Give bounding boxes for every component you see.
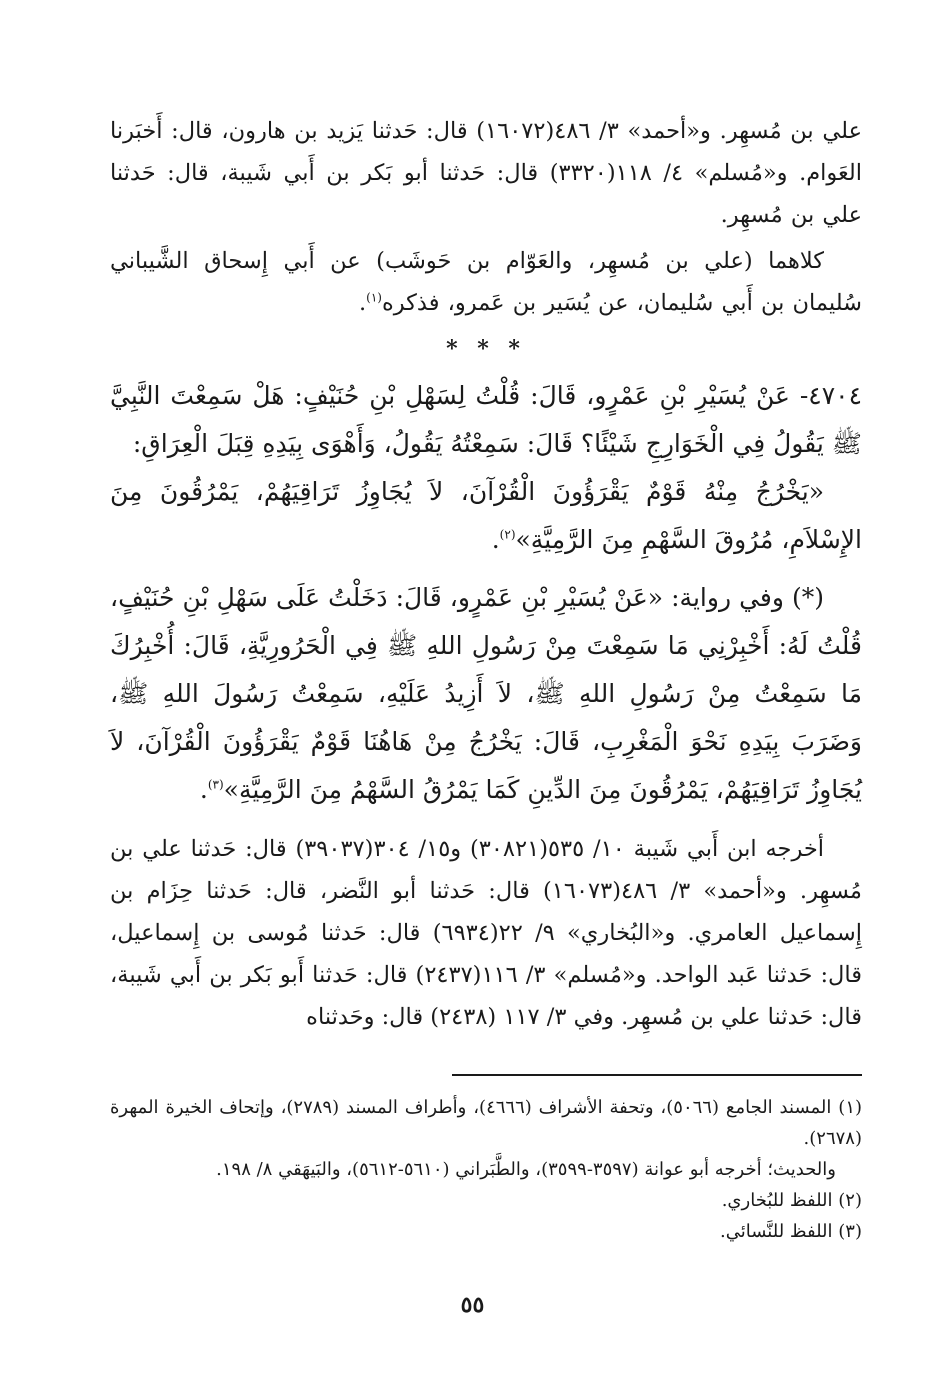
takhrij-paragraph: أخرجه ابن أَبي شَيبة ١٠/ ٥٣٥(٣٠٨٢١) و١٥/ ٣٠٤(٣٩٠٣٧) قال: حَدثنا علي بن مُسهِر. و«أحمد» ٣/ ٤٨٦(١٦٠٧٣) قال: حَدثنا أبو النَّضر، قال: حَدثنا حِزَام بن إِسماعيل العامري. و«البُخاري» ٩/ ٢٢(٦٩٣٤) قال: حَدثنا مُوسى بن إِسماعيل، قال: حَدثنا عَبد الواحد. و«مُسلم» ٣/ ١١٦(٢٤٣٧) قال: حَدثنا أَبو بَكر بن أَبي شَيبة، قال: حَدثنا علي بن مُسهِر. وفي ٣/ ١١٧ (٢٤٣٨) قال: وحَدثناه	[110, 836, 863, 1030]
hadith-quote	[110, 468, 862, 564]
footnote-3: (٣) اللفظ للنَّسائي.	[720, 1221, 862, 1242]
footnote-2: (٢) اللفظ للبُخاري.	[721, 1190, 862, 1211]
footnote-1: (١) المسند الجامع (٥٠٦٦)، وتحفة الأشراف (٤٦٦٦)، وأطراف المسند (٢٧٨٩)، وإتحاف الخيرة المهرة (٢٦٧٨).	[110, 1097, 863, 1149]
hadith-variant-end: .	[199, 775, 208, 804]
section-separator: * * *	[446, 336, 526, 362]
hadith-intro: ٤٧٠٤- عَنْ يُسَيْرِ بْنِ عَمْرٍو، قَالَ: قُلْتُ لِسَهْلِ بْنِ حُنَيْفٍ: هَلْ سَمِعْتَ النَّبِيَّ ﷺ يَقُولُ فِي الْخَوَارِجِ شَيْئًا؟ قَالَ: سَمِعْتُهُ يَقُولُ، وَأَهْوَى بِيَدِهِ قِبَلَ الْعِرَاقِ:	[110, 381, 862, 458]
hadith-variant	[110, 574, 862, 814]
hadith-variant-text: (*) وفي رواية: «عَنْ يُسَيْرِ بْنِ عَمْرٍو، قَالَ: دَخَلْتُ عَلَى سَهْلِ بْنِ حُنَيْفٍ، قُلْتُ لَهُ: أَخْبِرْنِي مَا سَمِعْتَ مِنْ رَسُولِ اللهِ ﷺ فِي الْحَرُورِيَّةِ، قَالَ: أُخْبِرُكَ مَا سَمِعْتُ مِنْ رَسُولِ اللهِ ﷺ، لاَ أَزِيدُ عَلَيْهِ، سَمِعْتُ رَسُولَ اللهِ ﷺ، وَضَرَبَ بِيَدِهِ نَحْوَ الْمَغْرِبِ، قَالَ: يَخْرُجُ مِنْ هَاهُنَا قَوْمٌ يَقْرَؤُونَ الْقُرْآنَ، لاَ يُجَاوِزُ تَرَاقِيَهُمْ، يَمْرُقُونَ مِنَ الدِّينِ كَمَا يَمْرُقُ السَّهْمُ مِنَ الرَّمِيَّةِ»	[110, 583, 862, 804]
hadith-quote-text: «يَخْرُجُ مِنْهُ قَوْمٌ يَقْرَؤُونَ الْقُرْآنَ، لاَ يُجَاوِزُ تَرَاقِيَهُمْ، يَمْرُقُونَ مِنَ الإِسْلاَمِ، مُرُوقَ السَّهْمِ مِنَ الرَّمِيَّةِ»	[110, 477, 862, 554]
footnote-divider	[452, 1074, 862, 1076]
footnote-1-extra: والحديث؛ أخرجه أبو عوانة (٣٥٩٧-٣٥٩٩)، والطَّبَراني (٥٦١٠-٥٦١٢)، والبَيهَقي ٨/ ١٩٨.	[216, 1159, 836, 1180]
footnote-ref-1[interactable]: (١)	[366, 290, 382, 305]
page-body	[110, 110, 863, 1242]
footnote-ref-2[interactable]: (٢)	[499, 527, 516, 542]
paragraph-narrators-end: .	[358, 290, 367, 316]
footnote-ref-3[interactable]: (٣)	[207, 777, 224, 792]
hadith-quote-end: .	[491, 525, 500, 554]
paragraph-narrators-text: كلاهما (علي بن مُسهِر، والعَوّام بن حَوشَب) عن أَبي إِسحاق الشَّيباني سُليمان بن أَبي سُليمان، عن يُسَير بن عَمرو، فذكره	[110, 248, 862, 316]
paragraph-narrators	[110, 240, 862, 324]
paragraph-continuation: علي بن مُسهِر. و«أحمد» ٣/ ٤٨٦(١٦٠٧٢) قال: حَدثنا يَزيد بن هارون، قال: أَخبَرنا العَوام. و«مُسلم» ٤/ ١١٨(٣٣٢٠) قال: حَدثنا أبو بَكر بن أَبي شَيبة، قال: حَدثنا علي بن مُسهِر.	[110, 118, 862, 228]
footnotes	[110, 1092, 862, 1247]
page-number: ٥٥	[460, 1292, 485, 1318]
